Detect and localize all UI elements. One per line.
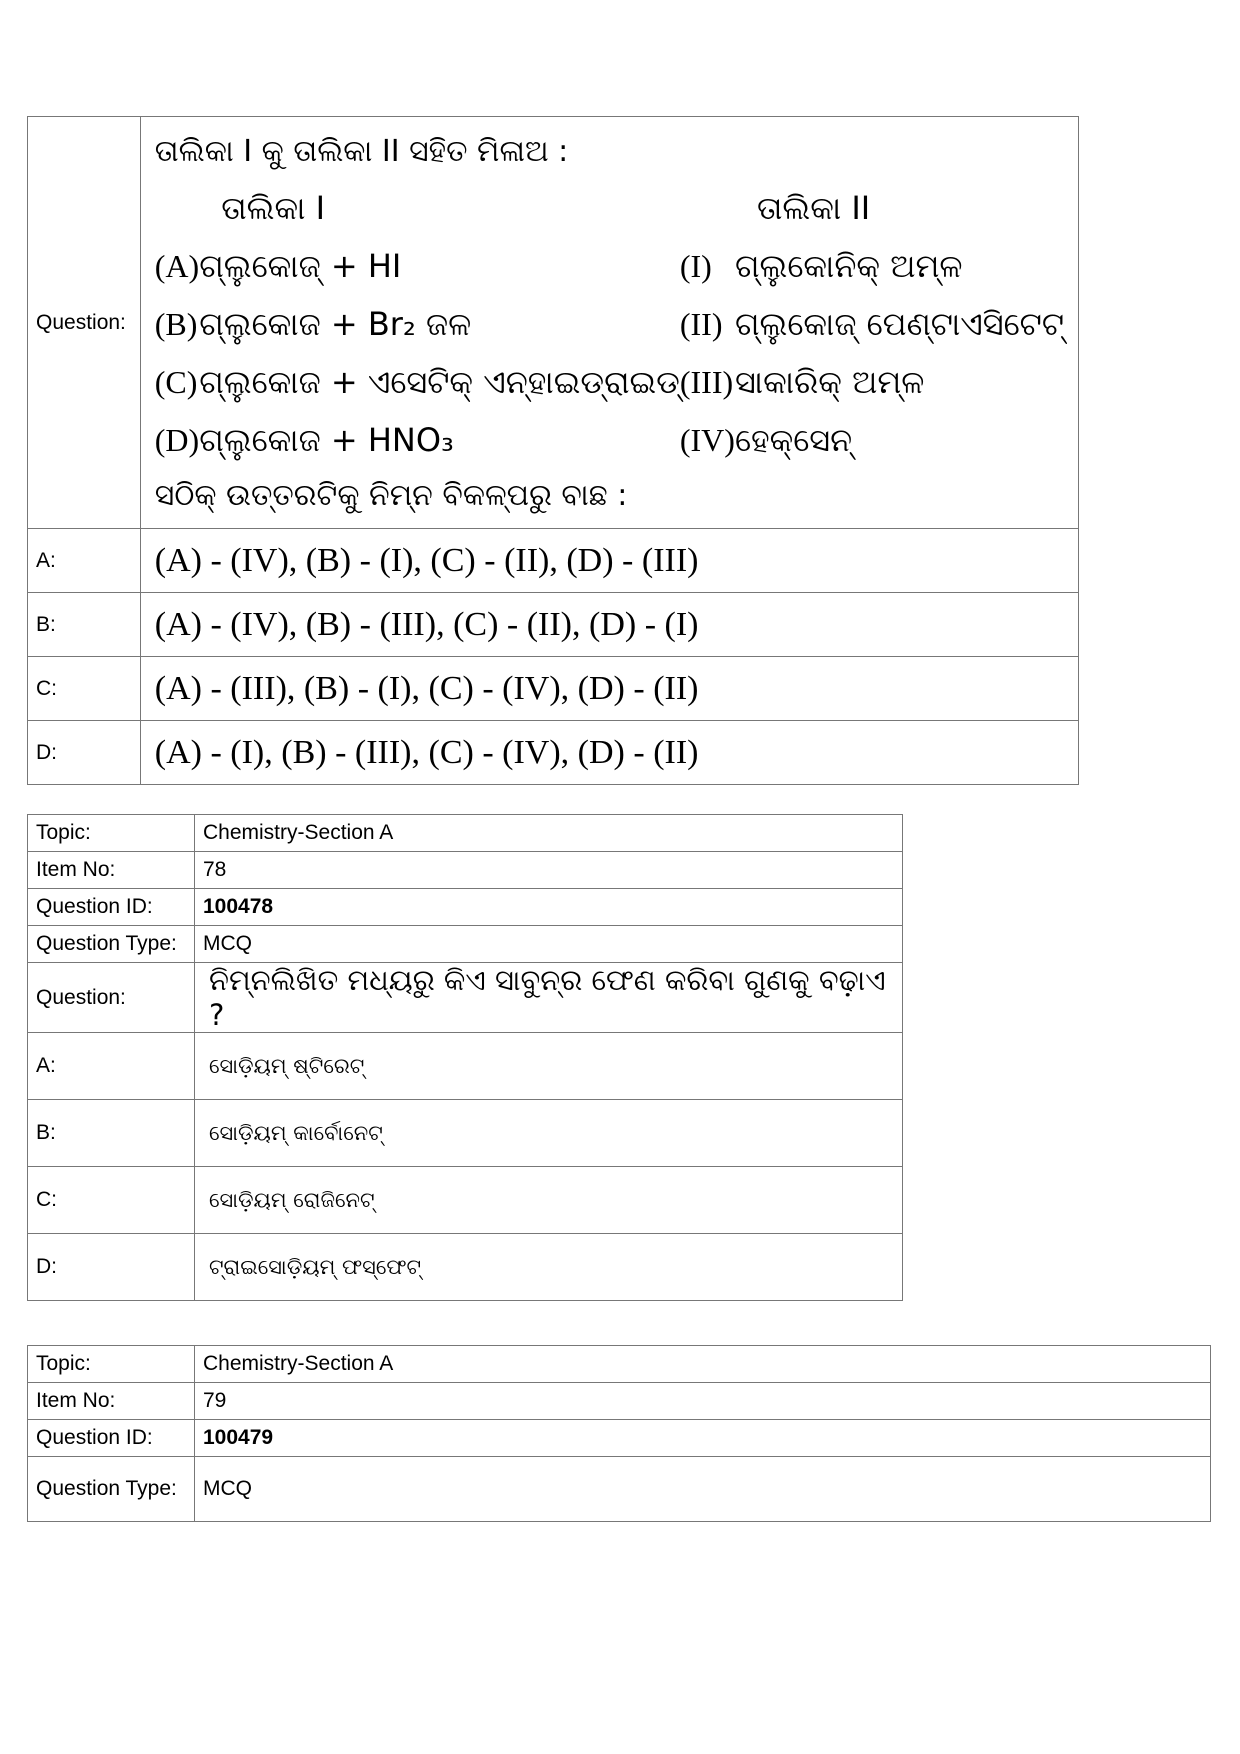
qid-row bbox=[28, 889, 903, 926]
qid-row bbox=[28, 1420, 1211, 1457]
right-text: ହେକ୍ସେନ୍ bbox=[734, 421, 853, 459]
question-label: Question: bbox=[28, 117, 141, 529]
right-mark: (III) bbox=[679, 364, 734, 400]
qtype-value: MCQ bbox=[195, 1457, 1211, 1522]
match-row bbox=[155, 354, 1064, 412]
topic-value: Chemistry-Section A bbox=[195, 1346, 1211, 1383]
right-text: ସାକାରିକ୍ ଅମ୍ଳ bbox=[734, 363, 925, 401]
option-b-text: ସୋଡ଼ିୟମ୍ କାର୍ବୋନେଟ୍ bbox=[195, 1100, 903, 1167]
option-a-text: ସୋଡ଼ିୟମ୍ ଷ୍ଟିରେଟ୍ bbox=[195, 1033, 903, 1100]
option-row bbox=[28, 593, 1079, 657]
option-d-text: ଟ୍ରାଇସୋଡ଼ିୟମ୍ ଫସ୍‌ଫେଟ୍ bbox=[195, 1234, 903, 1301]
left-text: ଗ୍ଲୁକୋଜ + Br₂ ଜଳ bbox=[199, 305, 472, 343]
topic-row bbox=[28, 1346, 1211, 1383]
qtype-row bbox=[28, 926, 903, 963]
match-intro: ତାଲିକା I କୁ ତାଲିକା II ସହିତ ମିଳାଅ : bbox=[154, 133, 569, 169]
qtype-label: Question Type: bbox=[28, 926, 195, 963]
option-c-text: (A) - (III), (B) - (I), (C) - (IV), (D) - (II) bbox=[140, 657, 1078, 721]
right-mark: (IV) bbox=[679, 422, 735, 458]
question-text: ନିମ୍ନଲିଖିତ ମଧ୍ୟରୁ କିଏ ସାବୁନ୍‌ର ଫେଣ କରିବା ଗୁଣକୁ ବଢ଼ାଏ ? bbox=[195, 963, 903, 1033]
item-value: 78 bbox=[195, 852, 903, 889]
qid-label: Question ID: bbox=[28, 889, 195, 926]
option-row bbox=[28, 529, 1079, 593]
match-row bbox=[155, 238, 1064, 296]
option-label: A: bbox=[28, 529, 141, 593]
match-row bbox=[155, 412, 1064, 470]
topic-value: Chemistry-Section A bbox=[195, 815, 903, 852]
left-mark: (B) bbox=[154, 306, 198, 342]
left-text: ଗ୍ଲୁକୋଜ୍ + HI bbox=[199, 247, 402, 285]
option-row bbox=[28, 1234, 903, 1301]
left-text: ଗ୍ଲୁକୋଜ + ଏସେଟିକ୍ ଏନ୍‌ହାଇଡ୍ରାଇଡ୍ bbox=[199, 363, 680, 401]
right-text: ଗ୍ଲୁକୋନିକ୍ ଅମ୍ଳ bbox=[734, 247, 963, 285]
option-a-text: (A) - (IV), (B) - (I), (C) - (II), (D) - (III) bbox=[140, 529, 1078, 593]
question-content bbox=[140, 117, 1078, 529]
option-row bbox=[28, 1100, 903, 1167]
question-table-79 bbox=[27, 1345, 1211, 1522]
match-instruction: ସଠିକ୍ ଉତ୍ତରଟିକୁ ନିମ୍ନ ବିକଳ୍ପରୁ ବାଛ : bbox=[154, 477, 628, 513]
item-row bbox=[28, 852, 903, 889]
qtype-label: Question Type: bbox=[28, 1457, 195, 1522]
right-mark: (II) bbox=[679, 306, 723, 342]
right-mark: (I) bbox=[679, 248, 712, 284]
option-label: B: bbox=[28, 1100, 195, 1167]
option-label: C: bbox=[28, 657, 141, 721]
topic-label: Topic: bbox=[28, 815, 195, 852]
list1-heading: ତାଲିକା I bbox=[221, 189, 326, 227]
option-label: C: bbox=[28, 1167, 195, 1234]
option-label: A: bbox=[28, 1033, 195, 1100]
option-row bbox=[28, 657, 1079, 721]
option-c-text: ସୋଡ଼ିୟମ୍ ରୋଜିନେଟ୍ bbox=[195, 1167, 903, 1234]
option-label: B: bbox=[28, 593, 141, 657]
question-table-78 bbox=[27, 814, 903, 1301]
option-label: D: bbox=[28, 1234, 195, 1301]
qtype-row bbox=[28, 1457, 1211, 1522]
topic-row bbox=[28, 815, 903, 852]
item-label: Item No: bbox=[28, 1383, 195, 1420]
option-b-text: (A) - (IV), (B) - (III), (C) - (II), (D) - (I) bbox=[140, 593, 1078, 657]
left-text: ଗ୍ଲୁକୋଜ + HNO₃ bbox=[199, 421, 454, 459]
qid-label: Question ID: bbox=[28, 1420, 195, 1457]
right-text: ଗ୍ଲୁକୋଜ୍ ପେଣ୍ଟାଏସିଟେଟ୍ bbox=[734, 305, 1064, 343]
item-row bbox=[28, 1383, 1211, 1420]
list2-heading: ତାଲିକା II bbox=[756, 189, 871, 227]
left-mark: (D) bbox=[154, 422, 200, 458]
option-row bbox=[28, 1033, 903, 1100]
question-table-77 bbox=[27, 116, 1079, 785]
question-row bbox=[28, 117, 1079, 529]
topic-label: Topic: bbox=[28, 1346, 195, 1383]
match-table bbox=[155, 180, 1064, 470]
option-row bbox=[28, 721, 1079, 785]
question-row bbox=[28, 963, 903, 1033]
left-mark: (C) bbox=[154, 364, 198, 400]
qtype-value: MCQ bbox=[195, 926, 903, 963]
item-label: Item No: bbox=[28, 852, 195, 889]
item-value: 79 bbox=[195, 1383, 1211, 1420]
qid-value: 100478 bbox=[195, 889, 903, 926]
option-row bbox=[28, 1167, 903, 1234]
question-label: Question: bbox=[28, 963, 195, 1033]
match-row bbox=[155, 296, 1064, 354]
option-label: D: bbox=[28, 721, 141, 785]
qid-value: 100479 bbox=[195, 1420, 1211, 1457]
option-d-text: (A) - (I), (B) - (III), (C) - (IV), (D) - (II) bbox=[140, 721, 1078, 785]
left-mark: (A) bbox=[154, 248, 200, 284]
